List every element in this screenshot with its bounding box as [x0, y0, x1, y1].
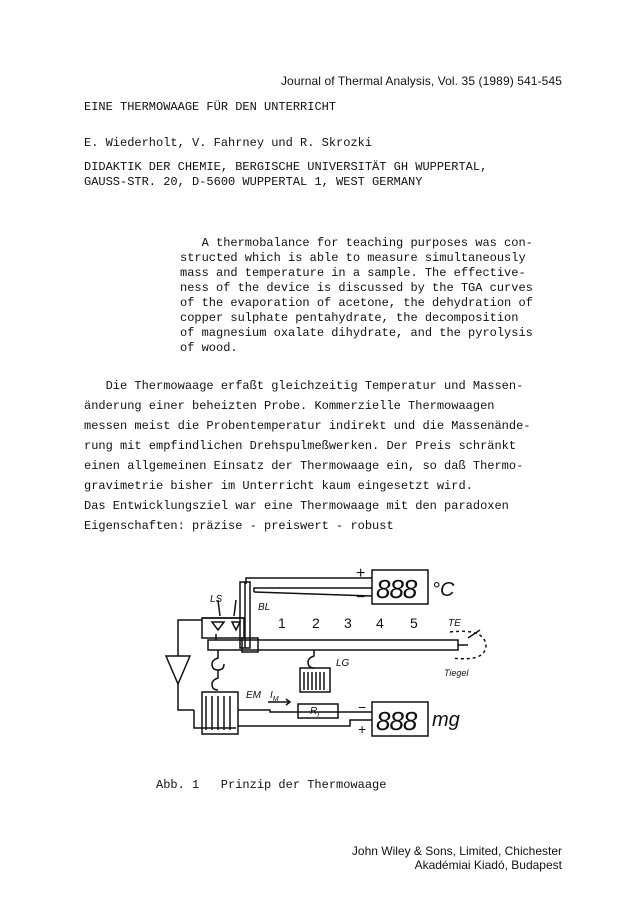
publisher-line: Akadémiai Kiadó, Budapest: [414, 858, 562, 872]
unit-mg: mg: [432, 709, 460, 731]
label-te: TE: [448, 618, 461, 629]
abstract-line: mass and temperature in a sample. The effective-: [180, 266, 526, 280]
affiliation-line: DIDAKTIK DER CHEMIE, BERGISCHE UNIVERSITÄT GH WUPPERTAL,: [84, 160, 488, 174]
label-bl: BL: [258, 602, 271, 613]
label-ls: LS: [210, 594, 223, 605]
publisher: [300, 844, 562, 872]
label-plus-bottom: +: [358, 721, 367, 737]
body-line: änderung einer beheizten Probe. Kommerzielle Thermowaagen: [84, 399, 495, 413]
scale-number: 5: [410, 615, 418, 631]
body-line: gravimetrie bisher im Unterricht kaum eingesetzt wird.: [84, 479, 473, 493]
affiliation: [84, 160, 487, 190]
scale-number: 3: [344, 615, 352, 631]
abstract-line: ness of the device is discussed by the TGA curves: [180, 281, 533, 295]
figure-caption: Abb. 1 Prinzip der Thermowaage: [156, 778, 387, 792]
body-line: messen meist die Probentemperatur indirekt und die Massenände-: [84, 419, 531, 433]
body-line: rung mit empfindlichen Drehspulmeßwerken. Der Preis schränkt: [84, 439, 517, 453]
amplifier: [166, 656, 190, 684]
abstract-line: of the evaporation of acetone, the dehydration of: [180, 296, 533, 310]
abstract-line: copper sulphate pentahydrate, the decomposition: [180, 311, 519, 325]
journal-citation: Journal of Thermal Analysis, Vol. 35 (1989) 541-545: [280, 74, 562, 88]
label-lg: LG: [336, 658, 350, 669]
scale-number: 4: [376, 615, 384, 631]
label-minus-top: −: [356, 589, 366, 606]
label-ri: $R_I$: [310, 706, 320, 719]
unit-celsius: °C: [432, 579, 455, 601]
body-text: [84, 376, 564, 536]
abstract: [180, 236, 552, 356]
body-line: Eigenschaften: präzise - preiswert - robust: [84, 519, 394, 533]
article-title: EINE THERMOWAAGE FÜR DEN UNTERRICHT: [84, 100, 337, 114]
abstract-line: of magnesium oxalate dihydrate, and the pyrolysis: [180, 326, 533, 340]
scale-number: 1: [278, 615, 286, 631]
label-minus-bottom: −: [358, 699, 367, 715]
affiliation-line: GAUSS-STR. 20, D-5600 WUPPERTAL 1, WEST GERMANY: [84, 175, 423, 189]
thermobalance-diagram: [150, 560, 510, 760]
body-line: einen allgemeinen Einsatz der Thermowaage ein, so daß Thermo-: [84, 459, 524, 473]
label-tiegel: Tiegel: [444, 668, 469, 678]
body-line: Die Thermowaage erfaßt gleichzeitig Temperatur und Massen-: [84, 379, 524, 393]
mass-readout: 888: [376, 706, 417, 736]
label-em: EM: [246, 690, 261, 701]
article-authors: E. Wiederholt, V. Fahrney und R. Skrozki: [84, 136, 373, 150]
label-im: $I_M$: [270, 690, 279, 703]
publisher-line: John Wiley & Sons, Limited, Chichester: [351, 844, 562, 858]
abstract-line: of wood.: [180, 341, 238, 355]
scale-number: 2: [312, 615, 320, 631]
label-plus-top: +: [356, 565, 366, 582]
temperature-readout: 888: [376, 574, 417, 604]
abstract-line: structed which is able to measure simultaneously: [180, 251, 526, 265]
body-line: Das Entwicklungsziel war eine Thermowaage mit den paradoxen: [84, 499, 509, 513]
abstract-line: A thermobalance for teaching purposes was con-: [180, 236, 533, 250]
